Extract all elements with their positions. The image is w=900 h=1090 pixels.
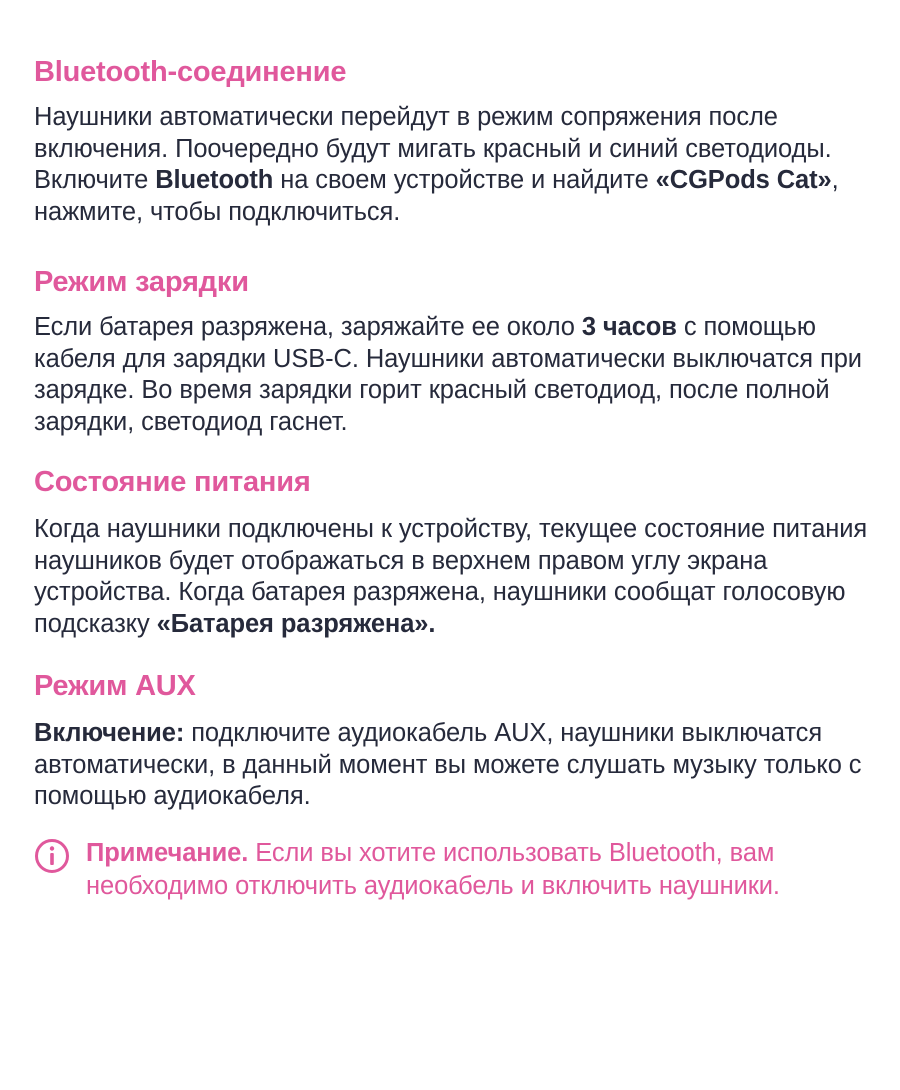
body-text: подключите аудиокабель AUX, наушники выключатся автоматически, в данный момент вы можете слушать музыку только с помощью аудиокабеля.: [34, 719, 862, 810]
body-text: с помощью кабеля для зарядки USB-C. Наушники автоматически выключатся при зарядке. Во время зарядки горит красный светодиод, после полной зарядки, светодиод гаснет.: [34, 313, 862, 436]
section-body: [34, 718, 874, 813]
body-text-bold: 3 часов: [581, 313, 677, 341]
body-text: Когда наушники подключены к устройству, текущее состояние питания наушников будет отображаться в верхнем правом углу экрана устройства. Когда батарея разряжена, наушники сообщат голосовую подсказку: [34, 515, 868, 638]
info-circle-icon: [34, 838, 70, 874]
section-charging: [34, 262, 874, 438]
section-aux: [34, 666, 874, 813]
body-text: Наушники автоматически перейдут в режим сопряжения после включения. Поочередно будут мигать красный и синий светодиоды. Включите: [34, 103, 832, 194]
body-text: Если батарея разряжена, заряжайте ее около: [34, 313, 582, 341]
body-text-bold: Включение:: [34, 719, 185, 747]
section-title: Bluetooth-соединение: [34, 56, 347, 88]
section-title: Режим AUX: [34, 670, 196, 702]
section-bluetooth: [34, 52, 874, 228]
section-title: Состояние питания: [34, 466, 311, 498]
body-text-bold: Bluetooth: [155, 166, 274, 194]
body-text: на своем устройстве и найдите: [273, 166, 656, 194]
section-power-state: [34, 462, 874, 640]
section-title: Режим зарядки: [34, 266, 249, 298]
section-body: [34, 312, 874, 438]
note-text: [86, 837, 874, 903]
note-body: Если вы хотите использовать Bluetooth, вам необходимо отключить аудиокабель и включить наушники.: [86, 838, 780, 900]
section-body: [34, 102, 874, 228]
note-box: [34, 837, 874, 903]
body-text: , нажмите, чтобы подключиться.: [34, 166, 839, 226]
note-label: Примечание.: [86, 838, 249, 867]
manual-page: [34, 52, 874, 903]
body-text-bold: «Батарея разряжена».: [156, 609, 436, 638]
body-text-bold: «CGPods Cat»: [655, 166, 832, 194]
section-body: [34, 514, 874, 640]
